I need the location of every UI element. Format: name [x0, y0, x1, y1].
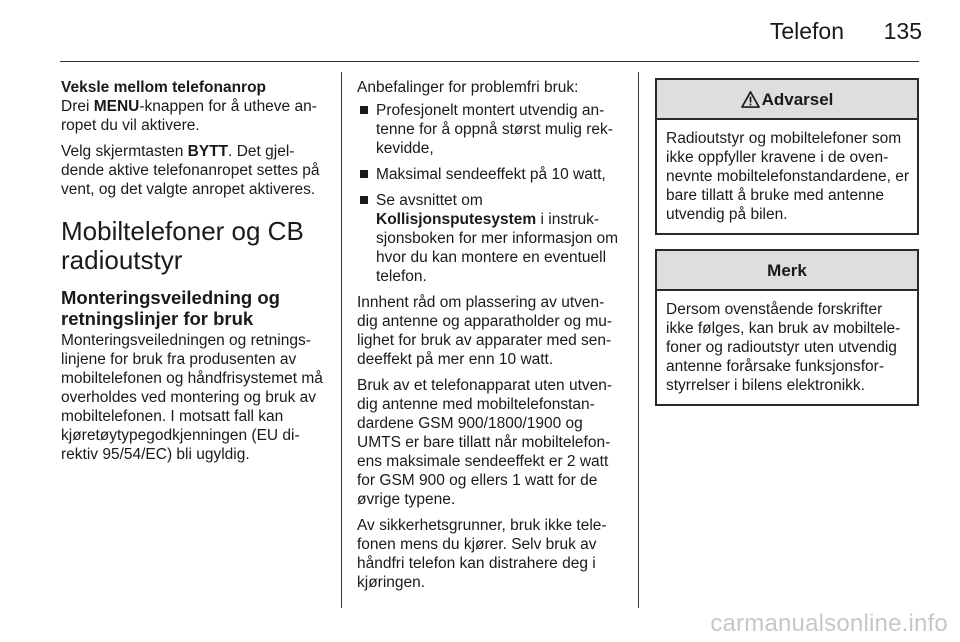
warning-box-title: Advarsel	[761, 89, 834, 109]
page-number: 135	[883, 18, 922, 44]
list-item-text: Profesjonelt montert utvendig an-tenne for å oppnå størst mulig rek-kevidde,	[376, 102, 613, 157]
section-heading: Monteringsveiledning og retningslinjer for bruk	[61, 287, 280, 329]
warning-triangle-icon	[741, 91, 760, 108]
text-run: Drei	[61, 98, 94, 115]
list-item-text: Se avsnittet om	[376, 192, 483, 209]
bullet-square-icon	[360, 106, 368, 114]
note-box-header	[657, 251, 917, 291]
recommendations-intro: Anbefalinger for problemfri bruk:	[357, 79, 579, 96]
text-run: Velg skjermtasten	[61, 143, 188, 160]
page-title: Telefon	[769, 18, 844, 44]
bullet-square-icon	[360, 170, 368, 178]
list-item	[357, 101, 623, 158]
main-heading: Mobiltelefoner og CB radioutstyr	[61, 216, 304, 275]
text-run: . Det gjel-dende aktive telefonanropet settes på vent, og det valgte anropet aktiveres.	[61, 143, 320, 198]
column-right	[655, 78, 919, 418]
note-box-text: Dersom ovenstående forskrifter ikke følges, kan bruk av mobiltele-foner og radioutstyr uten utvendig antenne forårsake funksjonsfor-styrrelser i bilens elektronikk.	[666, 301, 901, 394]
text-run: -knappen for å utheve an-ropet du vil aktivere.	[61, 98, 317, 134]
safety-paragraph: Av sikkerhetsgrunner, bruk ikke tele-fonen mens du kjører. Selv bruk av håndfri telefon kan distrahere deg i kjøringen.	[357, 517, 607, 591]
warning-box	[655, 78, 919, 235]
switch-calls-paragraph-2	[61, 142, 327, 199]
menu-key-label: MENU	[93, 98, 140, 115]
column-divider-1	[341, 72, 342, 608]
column-divider-2	[638, 72, 639, 608]
list-item-text: i instruk-sjonsboken for mer informasjon om hvor du kan montere en eventuell telefon.	[376, 211, 619, 285]
bullet-square-icon	[360, 196, 368, 204]
list-item-text: Maksimal sendeeffekt på 10 watt,	[376, 166, 606, 183]
switch-calls-paragraph-1	[61, 97, 327, 135]
antenna-advice-paragraph: Innhent råd om plassering av utven-dig antenne og apparatholder og mu-lighet for bruk av apparater med sen-deeffekt på mer enn 10 watt.	[357, 294, 613, 368]
section-paragraph: Monteringsveiledningen og retnings-linjene for bruk fra produsenten av mobiltelefonen og håndfrisystemet må overholdes ved montering og bruk av mobiltelefonen. I motsatt fall kan kjøretøytypegodkjenningen (EU di-rektiv 95/54/EC) bli ugyldig.	[61, 332, 323, 463]
warning-box-text: Radioutstyr og mobiltelefoner som ikke oppfyller kravene i de oven-nevnte mobiltelefonstandardene, er bare tillatt å bruke med antenne utvendig på bilen.	[666, 130, 909, 223]
column-middle	[357, 78, 623, 599]
header-divider	[60, 61, 919, 62]
gsm-standards-paragraph: Bruk av et telefonapparat uten utven-dig antenne med mobiltelefonstan-dardene GSM 900/1800/1900 og UMTS er bare tillatt når mobiltelefon-ens maksimale sendeeffekt er 2 watt for GSM 900 og ellers 1 watt for de øvrige typene.	[357, 377, 613, 508]
note-box	[655, 249, 919, 406]
recommendations-list	[357, 101, 623, 286]
warning-box-header	[657, 80, 917, 120]
list-item	[357, 165, 623, 184]
switch-calls-heading: Veksle mellom telefonanrop	[61, 79, 267, 96]
page-header	[60, 0, 922, 58]
watermark-text: carmanualsonline.info	[710, 610, 948, 637]
note-box-title: Merk	[767, 260, 807, 280]
list-item	[357, 191, 623, 286]
column-left	[61, 78, 327, 471]
bytt-key-label: BYTT	[187, 143, 229, 160]
airbag-system-reference: Kollisjonsputesystem	[376, 211, 537, 228]
